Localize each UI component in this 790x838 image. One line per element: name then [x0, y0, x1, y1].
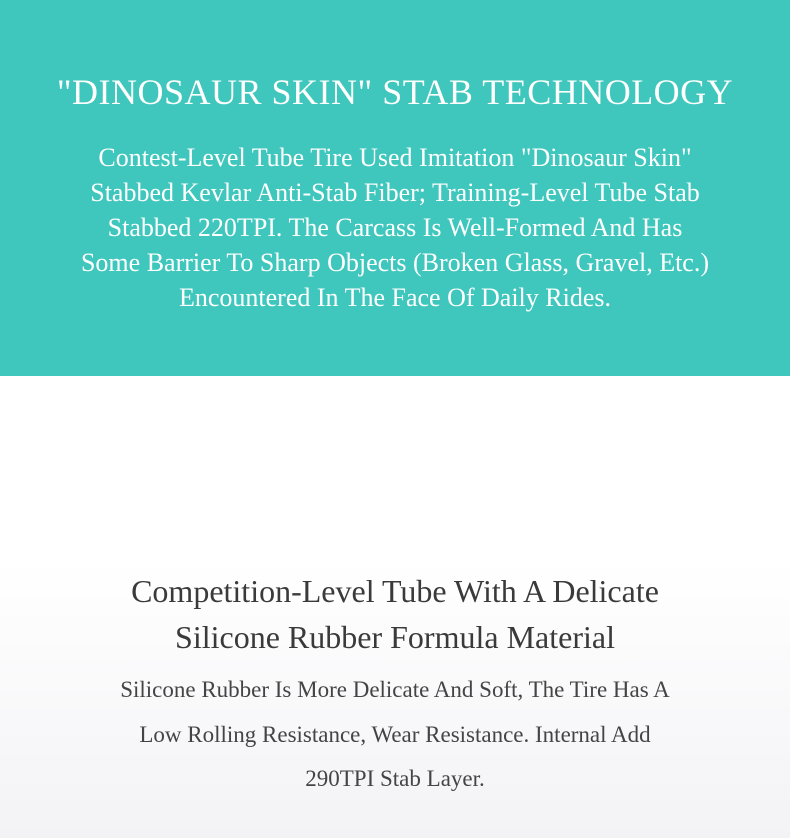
banner-description-line: Contest-Level Tube Tire Used Imitation "Dinosaur Skin"	[98, 143, 692, 172]
dinosaur-skin-banner	[0, 0, 790, 376]
feature-title	[0, 568, 790, 660]
feature-description-line: Silicone Rubber Is More Delicate And Soft, The Tire Has A	[120, 677, 670, 702]
feature-title-line: Silicone Rubber Formula Material	[175, 619, 615, 655]
banner-description-line: Encountered In The Face Of Daily Rides.	[179, 283, 611, 312]
banner-title: "DINOSAUR SKIN" STAB TECHNOLOGY	[56, 72, 734, 112]
banner-description-line: Stabbed 220TPI. The Carcass Is Well-Formed And Has	[107, 213, 683, 242]
feature-description-line: Low Rolling Resistance, Wear Resistance. Internal Add	[139, 721, 651, 747]
feature-title-line: Competition-Level Tube With A Delicate	[131, 573, 659, 609]
silicone-rubber-feature	[0, 376, 790, 838]
banner-description-line: Some Barrier To Sharp Objects (Broken Glass, Gravel, Etc.)	[80, 248, 710, 277]
feature-description-line: 290TPI Stab Layer.	[305, 766, 485, 791]
feature-description	[0, 668, 790, 802]
banner-description-line: Stabbed Kevlar Anti-Stab Fiber; Training-Level Tube Stab	[90, 178, 700, 207]
banner-description	[20, 140, 770, 315]
